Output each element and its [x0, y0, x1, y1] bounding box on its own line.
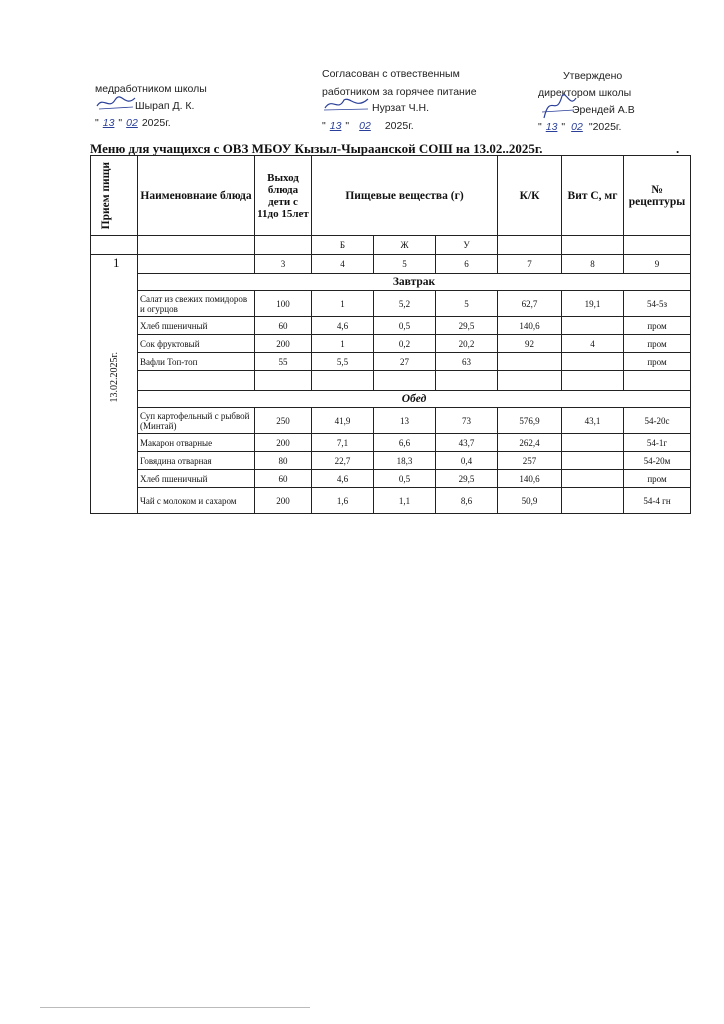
dish-b: 41,9	[312, 408, 374, 434]
dish-zh: 13	[374, 408, 436, 434]
medic-name: Шырап Д. К.	[135, 100, 195, 112]
responsible-name: Нурзат Ч.Н.	[372, 102, 430, 114]
date-month: 02	[126, 117, 138, 129]
section-label: Обед	[138, 391, 691, 408]
dish-name: Макарон отварные	[138, 434, 255, 452]
table-row	[91, 488, 691, 514]
date-day: 13	[102, 117, 115, 129]
dish-output: 250	[255, 408, 312, 434]
col-vitc-header: Вит С, мг	[562, 156, 624, 236]
dish-b: 1	[312, 335, 374, 353]
dish-vitc	[562, 317, 624, 335]
col-nutrients-header: Пищевые вещества (г)	[312, 156, 498, 236]
dish-recipe: 54-4 гн	[624, 488, 691, 514]
dish-kk: 262,4	[498, 434, 562, 452]
section-label: Завтрак	[138, 274, 691, 291]
dish-recipe: пром	[624, 470, 691, 488]
dish-name: Вафли Топ-топ	[138, 353, 255, 371]
dish-zh: 0,5	[374, 470, 436, 488]
dish-u: 29,5	[436, 317, 498, 335]
dish-b: 1	[312, 291, 374, 317]
table-row-empty	[91, 371, 691, 391]
date-year: 2025г.	[141, 117, 171, 129]
dish-kk: 257	[498, 452, 562, 470]
dish-vitc	[562, 488, 624, 514]
dish-vitc: 19,1	[562, 291, 624, 317]
dish-b: 1,6	[312, 488, 374, 514]
meal-cell	[91, 255, 138, 514]
header-row	[91, 156, 691, 236]
dish-b: 22,7	[312, 452, 374, 470]
dish-u: 0,4	[436, 452, 498, 470]
dish-name: Салат из свежих помидоров и огурцов	[138, 291, 255, 317]
col-number-3: 3	[255, 255, 312, 274]
dish-zh: 5,2	[374, 291, 436, 317]
signature-medic	[95, 94, 137, 112]
dish-name: Хлеб пшеничный	[138, 470, 255, 488]
dish-zh: 6,6	[374, 434, 436, 452]
dish-output: 200	[255, 434, 312, 452]
date-month: 02	[359, 120, 371, 132]
dish-name: Чай с молоком и сахаром	[138, 488, 255, 514]
table-row	[91, 452, 691, 470]
section-breakfast	[91, 274, 691, 291]
dish-output: 60	[255, 470, 312, 488]
dish-u: 43,7	[436, 434, 498, 452]
dish-u: 20,2	[436, 335, 498, 353]
dish-kk: 92	[498, 335, 562, 353]
dish-vitc	[562, 452, 624, 470]
dish-recipe: пром	[624, 335, 691, 353]
table-row	[91, 470, 691, 488]
col-b: Б	[312, 236, 374, 255]
date-day: 13	[329, 120, 342, 132]
dish-zh: 0,2	[374, 335, 436, 353]
dish-name: Говядина отварная	[138, 452, 255, 470]
date-month: 02	[571, 121, 583, 133]
dish-recipe: пром	[624, 353, 691, 371]
date-day: 13	[545, 121, 558, 133]
date-vertical: 13.02.2025г.	[108, 352, 120, 403]
dish-zh: 1,1	[374, 488, 436, 514]
dish-vitc: 43,1	[562, 408, 624, 434]
menu-table	[90, 155, 691, 514]
col-zh: Ж	[374, 236, 436, 255]
dish-recipe: пром	[624, 317, 691, 335]
dish-b: 4,6	[312, 317, 374, 335]
section-lunch	[91, 391, 691, 408]
dish-zh: 0,5	[374, 317, 436, 335]
dish-kk	[498, 353, 562, 371]
dish-name: Сок фруктовый	[138, 335, 255, 353]
date-year: 2025г.	[592, 121, 622, 133]
dish-zh: 18,3	[374, 452, 436, 470]
header-mid-date: " 13 " 02 2025г.	[322, 120, 414, 132]
col-number-8: 8	[562, 255, 624, 274]
col-kk-header: К/К	[498, 156, 562, 236]
col-number-5: 5	[374, 255, 436, 274]
footer-divider	[40, 1007, 310, 1008]
header-mid-line1: Согласован с отвественным	[322, 68, 460, 80]
header-left-date	[95, 117, 171, 129]
dish-u: 73	[436, 408, 498, 434]
dish-recipe: 54-5з	[624, 291, 691, 317]
dish-b: 5,5	[312, 353, 374, 371]
table-row	[91, 317, 691, 335]
table-row	[91, 434, 691, 452]
dish-output: 100	[255, 291, 312, 317]
dish-vitc	[562, 353, 624, 371]
header-left-line2	[95, 100, 194, 112]
date-year: 2025г.	[384, 120, 414, 132]
dish-recipe: 54-1г	[624, 434, 691, 452]
table-row	[91, 291, 691, 317]
dish-kk: 576,9	[498, 408, 562, 434]
col-output-header: Выход блюда дети с 11до 15лет	[255, 156, 312, 236]
dish-output: 200	[255, 335, 312, 353]
dish-u: 5	[436, 291, 498, 317]
table-row	[91, 408, 691, 434]
date-quote: "	[118, 117, 123, 129]
dish-output: 200	[255, 488, 312, 514]
col-number-1: 1	[113, 255, 120, 270]
col-meal-header: Прием пищи	[91, 156, 138, 236]
dish-b: 4,6	[312, 470, 374, 488]
header-mid-line2: работником за горячее питание	[322, 86, 477, 98]
col-number-7: 7	[498, 255, 562, 274]
column-number-row	[91, 255, 691, 274]
dish-kk: 140,6	[498, 317, 562, 335]
header-right-line3	[538, 104, 635, 116]
col-u: У	[436, 236, 498, 255]
dish-b: 7,1	[312, 434, 374, 452]
title-tail: .	[676, 141, 680, 156]
signature-director	[538, 88, 578, 124]
title-text: Меню для учащихся с ОВЗ МБОУ Кызыл-Чыраанской СОШ на 13.02..2025г.	[90, 141, 543, 156]
signature-responsible	[322, 94, 370, 114]
dish-recipe: 54-20с	[624, 408, 691, 434]
header-mid-line3	[322, 102, 429, 114]
dish-kk: 62,7	[498, 291, 562, 317]
subheader-row	[91, 236, 691, 255]
dish-output: 55	[255, 353, 312, 371]
col-number-9: 9	[624, 255, 691, 274]
header-right-date: " 13 " 02 "2025г.	[538, 121, 622, 133]
dish-u: 63	[436, 353, 498, 371]
dish-vitc	[562, 470, 624, 488]
dish-output: 60	[255, 317, 312, 335]
col-number-6: 6	[436, 255, 498, 274]
dish-vitc	[562, 434, 624, 452]
dish-name: Хлеб пшеничный	[138, 317, 255, 335]
dish-output: 80	[255, 452, 312, 470]
dish-recipe: 54-20м	[624, 452, 691, 470]
dish-kk: 140,6	[498, 470, 562, 488]
header-right-line1: Утверждено	[563, 70, 623, 82]
director-name: Эрендей А.В	[572, 104, 635, 116]
dish-kk: 50,9	[498, 488, 562, 514]
col-dish-header: Наименовнаие блюда	[138, 156, 255, 236]
col-recipe-header: № рецептуры	[624, 156, 691, 236]
table-row	[91, 353, 691, 371]
dish-vitc: 4	[562, 335, 624, 353]
date-quote: "	[95, 117, 99, 129]
table-row	[91, 335, 691, 353]
dish-u: 8,6	[436, 488, 498, 514]
col-number-4: 4	[312, 255, 374, 274]
header-right-line2: директором школы	[538, 87, 632, 99]
dish-name: Суп картофельный с рыбвой (Минтай)	[138, 408, 255, 434]
dish-u: 29,5	[436, 470, 498, 488]
header-left-line1: медработником школы	[95, 83, 207, 95]
dish-zh: 27	[374, 353, 436, 371]
